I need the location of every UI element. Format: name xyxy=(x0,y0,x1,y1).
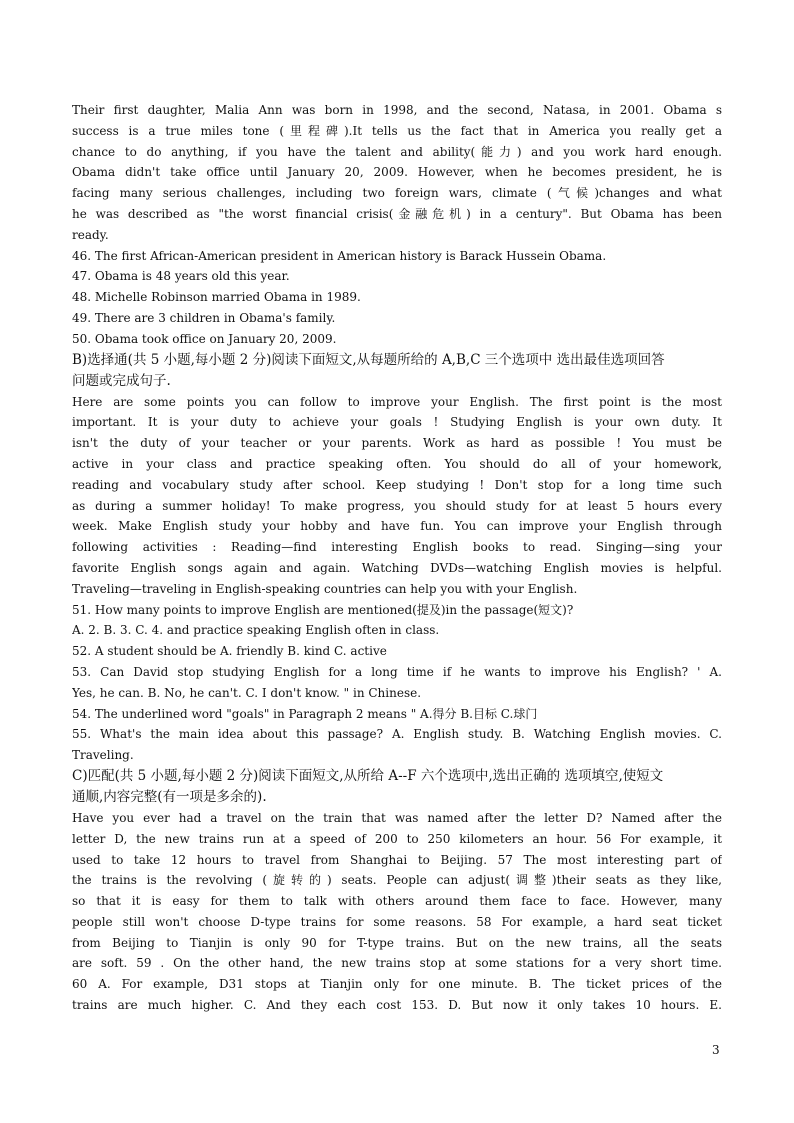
question-line: 54. The underlined word "goals" in Paragraph 2 means " A.得分 B.目标 C.球门 xyxy=(72,706,538,721)
paragraph-line: used to take 12 hours to travel from Shanghai to Beijing. 57 The most interesting part of xyxy=(72,852,722,867)
paragraph-line: active in your class and practice speaking often. You should do all of your homework, xyxy=(72,456,722,471)
question-line: 49. There are 3 children in Obama's family. xyxy=(72,310,336,325)
section-heading: B)选择通(共 5 小题,每小题 2 分)阅读下面短文,从每题所给的 A,B,C 三个选项中 选出最佳选项回答 xyxy=(72,351,665,368)
section-heading: 问题或完成句子. xyxy=(72,372,171,389)
paragraph-line: ready. xyxy=(72,227,109,242)
page-number: 3 xyxy=(712,1043,720,1057)
paragraph-line: Have you ever had a travel on the train that was named after the letter D? Named after the xyxy=(72,810,722,825)
question-line: 47. Obama is 48 years old this year. xyxy=(72,269,290,284)
paragraph-line: the trains is the revolving (旋转的) seats. People can adjust(调整)their seats as they like, xyxy=(72,873,722,888)
section-heading: 通顺,内容完整(有一项是多余的). xyxy=(72,788,267,805)
question-line: 48. Michelle Robinson married Obama in 1989. xyxy=(72,290,361,305)
question-line: 52. A student should be A. friendly B. kind C. active xyxy=(72,644,387,659)
paragraph-line: are soft. 59 . On the other hand, the new trains stop at some stations for a very short time. xyxy=(72,956,722,971)
paragraph-line: Obama didn't take office until January 20, 2009. However, when he becomes president, he is xyxy=(72,165,722,180)
paragraph-line: chance to do anything, if you have the talent and ability(能力) and you work hard enough. xyxy=(72,144,722,159)
question-line: A. 2. B. 3. C. 4. and practice speaking English often in class. xyxy=(72,623,440,638)
question-line: 46. The first African-American president in American history is Barack Hussein Obama. xyxy=(72,248,607,263)
paragraph-line: 60 A. For example, D31 stops at Tianjin only for one minute. B. The ticket prices of the xyxy=(72,977,722,992)
document-body xyxy=(72,100,722,1016)
question-line: 50. Obama took office on January 20, 2009. xyxy=(72,331,337,346)
paragraph-line: isn't the duty of your teacher or your parents. Work as hard as possible ! You must be xyxy=(72,436,722,451)
paragraph-line: people still won't choose D-type trains for some reasons. 58 For example, a hard seat ticket xyxy=(72,914,722,929)
paragraph-line: he was described as "the worst financial crisis(金融危机) in a century". But Obama has been xyxy=(72,206,722,221)
paragraph-line: so that it is easy for them to talk with others around them face to face. However, many xyxy=(72,894,722,909)
question-line: 51. How many points to improve English are mentioned(提及)in the passage(短文)? xyxy=(72,602,574,617)
paragraph-line: reading and vocabulary study after school. Keep studying ! Don't stop for a long time such xyxy=(72,477,722,492)
paragraph-line: success is a true miles tone (里程碑).It tells us the fact that in America you really get a xyxy=(72,123,722,138)
paragraph-line: letter D, the new trains run at a speed of 200 to 250 kilometers an hour. 56 For example, it xyxy=(72,831,722,846)
paragraph-line: facing many serious challenges, including two foreign wars, climate (气候)changes and what xyxy=(72,186,722,201)
paragraph-line: Their first daughter, Malia Ann was born in 1998, and the second, Natasa, in 2001. Obama s xyxy=(72,103,722,117)
question-line: Traveling. xyxy=(72,748,134,763)
paragraph-line: following activities : Reading—find interesting English books to read. Singing—sing your xyxy=(72,540,722,555)
question-line: Yes, he can. B. No, he can't. C. I don't know. " in Chinese. xyxy=(72,685,422,700)
question-line: 55. What's the main idea about this passage? A. English study. B. Watching English movies. C. xyxy=(72,727,722,742)
question-line: 53. Can David stop studying English for a long time if he wants to improve his English? ' A. xyxy=(72,664,722,679)
paragraph-line: favorite English songs again and again. Watching DVDs—watching English movies is helpful. xyxy=(72,560,722,575)
paragraph-line: Traveling—traveling in English-speaking countries can help you with your English. xyxy=(72,581,578,596)
section-heading: C)匹配(共 5 小题,每小题 2 分)阅读下面短文,从所给 A--F 六个选项中,选出正确的 选项填空,使短文 xyxy=(72,767,664,784)
paragraph-line: week. Make English study your hobby and have fun. You can improve your English through xyxy=(72,519,722,534)
paragraph-line: as during a summer holiday! To make progress, you should study for at least 5 hours every xyxy=(72,498,722,513)
paragraph-line: from Beijing to Tianjin is only 90 for T-type trains. But on the new trains, all the seats xyxy=(72,935,722,950)
paragraph-line: important. It is your duty to achieve your goals ! Studying English is your own duty. It xyxy=(72,415,722,430)
paragraph-line: Here are some points you can follow to improve your English. The first point is the most xyxy=(72,394,722,409)
paragraph-line: trains are much higher. C. And they each cost 153. D. But now it only takes 10 hours. E. xyxy=(72,998,722,1013)
